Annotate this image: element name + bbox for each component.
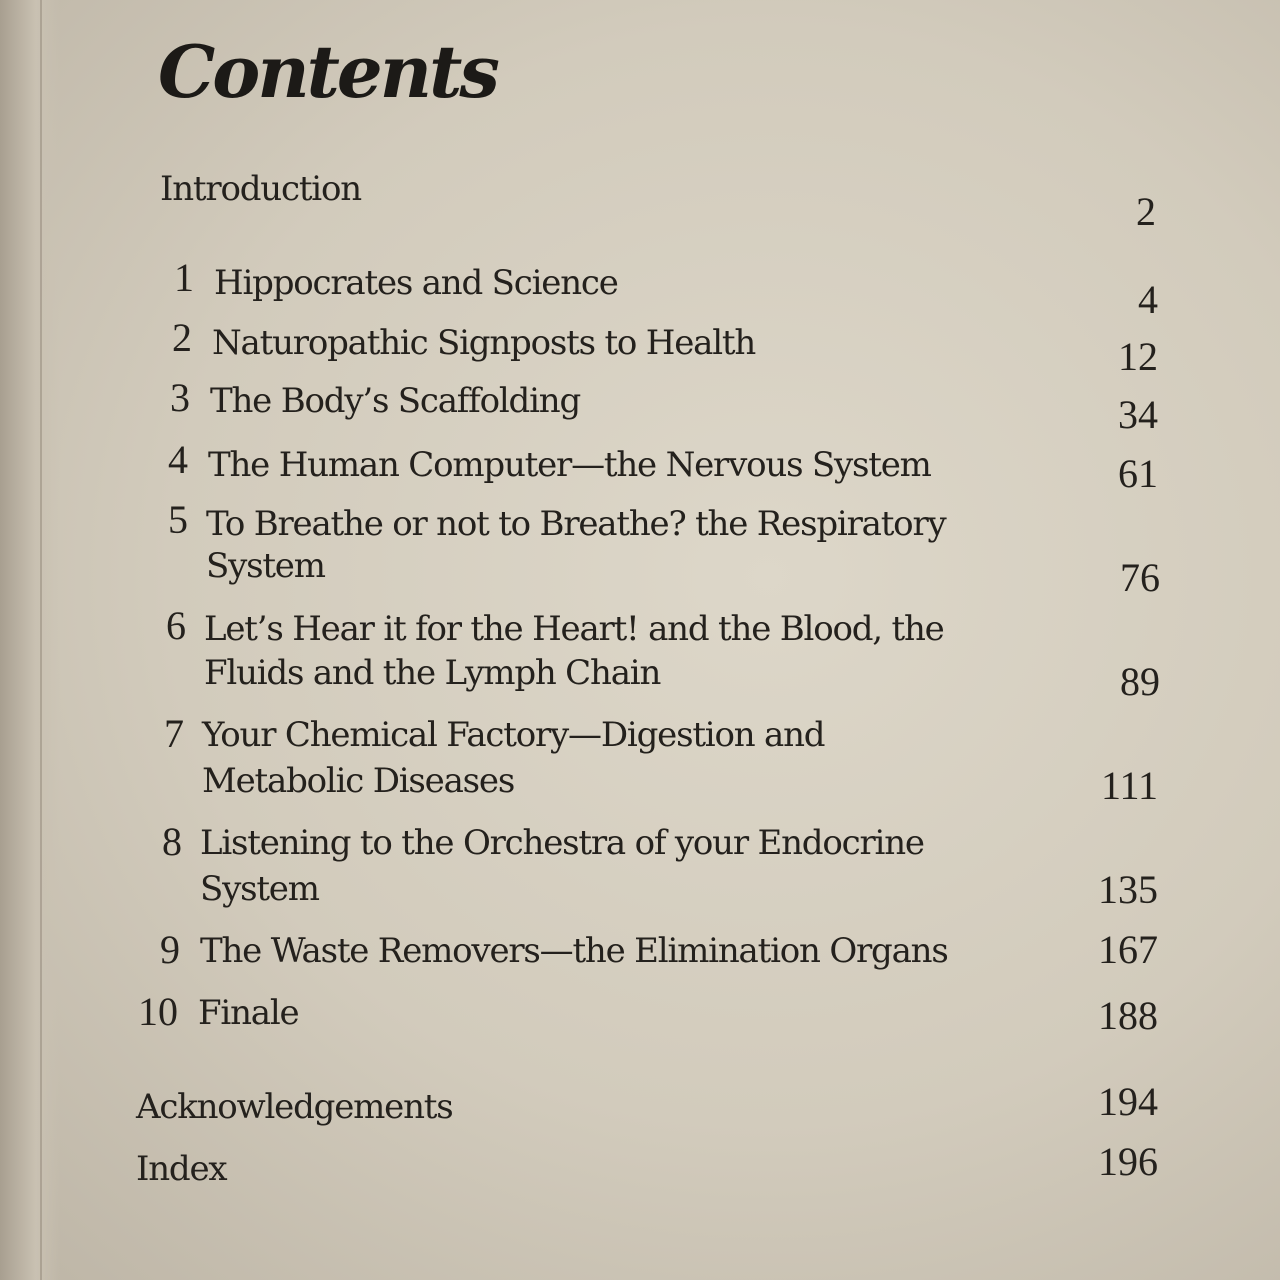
chapter-page: 188 (1098, 993, 1158, 1038)
page-gutter-shadow (0, 0, 60, 1280)
chapter-page: 34 (1118, 392, 1158, 437)
toc-acknowledgements-page: 194 (1098, 1079, 1158, 1124)
chapter-title: The Waste Removers—the Elimination Organs (200, 931, 948, 971)
chapter-page: 61 (1118, 451, 1158, 496)
chapter-number: 7 (164, 711, 184, 756)
chapter-page: 111 (1100, 763, 1158, 808)
toc-index-label: Index (136, 1149, 227, 1189)
chapter-number: 8 (162, 819, 182, 864)
chapter-number: 3 (170, 375, 190, 420)
chapter-page: 167 (1098, 927, 1158, 972)
toc-introduction-page: 2 (1136, 189, 1156, 234)
page-fold (40, 0, 42, 1280)
chapter-title: Hippocrates and Science (214, 263, 618, 303)
toc-acknowledgements-label: Acknowledgements (136, 1087, 453, 1127)
chapter-number: 9 (160, 927, 180, 972)
chapter-number: 6 (166, 603, 186, 648)
chapter-page: 4 (1138, 277, 1158, 322)
chapter-title: Finale (198, 993, 299, 1033)
chapter-page: 12 (1118, 334, 1158, 379)
chapter-title-line: Metabolic Diseases (202, 761, 515, 801)
chapter-number: 2 (172, 315, 192, 360)
chapter-title-line: System (206, 546, 325, 586)
chapter-page: 76 (1120, 555, 1160, 600)
chapter-page: 135 (1098, 867, 1158, 912)
chapter-title-line: Your Chemical Factory—Digestion and (202, 715, 825, 755)
chapter-title-line: System (200, 869, 319, 909)
chapter-title-line: To Breathe or not to Breathe? the Respiratory (206, 504, 946, 544)
chapter-title-line: Let’s Hear it for the Heart! and the Blood, the (204, 609, 944, 649)
chapter-title: The Body’s Scaffolding (210, 381, 581, 421)
chapter-title: Naturopathic Signposts to Health (212, 323, 756, 363)
chapter-number: 10 (138, 989, 178, 1034)
page-title: Contents (158, 29, 497, 114)
toc-index-page: 196 (1098, 1139, 1158, 1184)
chapter-page: 89 (1120, 659, 1160, 704)
chapter-number: 4 (168, 437, 188, 482)
chapter-title-line: Fluids and the Lymph Chain (204, 653, 661, 693)
chapter-number: 5 (168, 497, 188, 542)
chapter-number: 1 (174, 255, 194, 300)
toc-introduction-label: Introduction (160, 169, 361, 209)
chapter-title: The Human Computer—the Nervous System (208, 445, 931, 485)
chapter-title-line: Listening to the Orchestra of your Endocrine (200, 823, 924, 863)
